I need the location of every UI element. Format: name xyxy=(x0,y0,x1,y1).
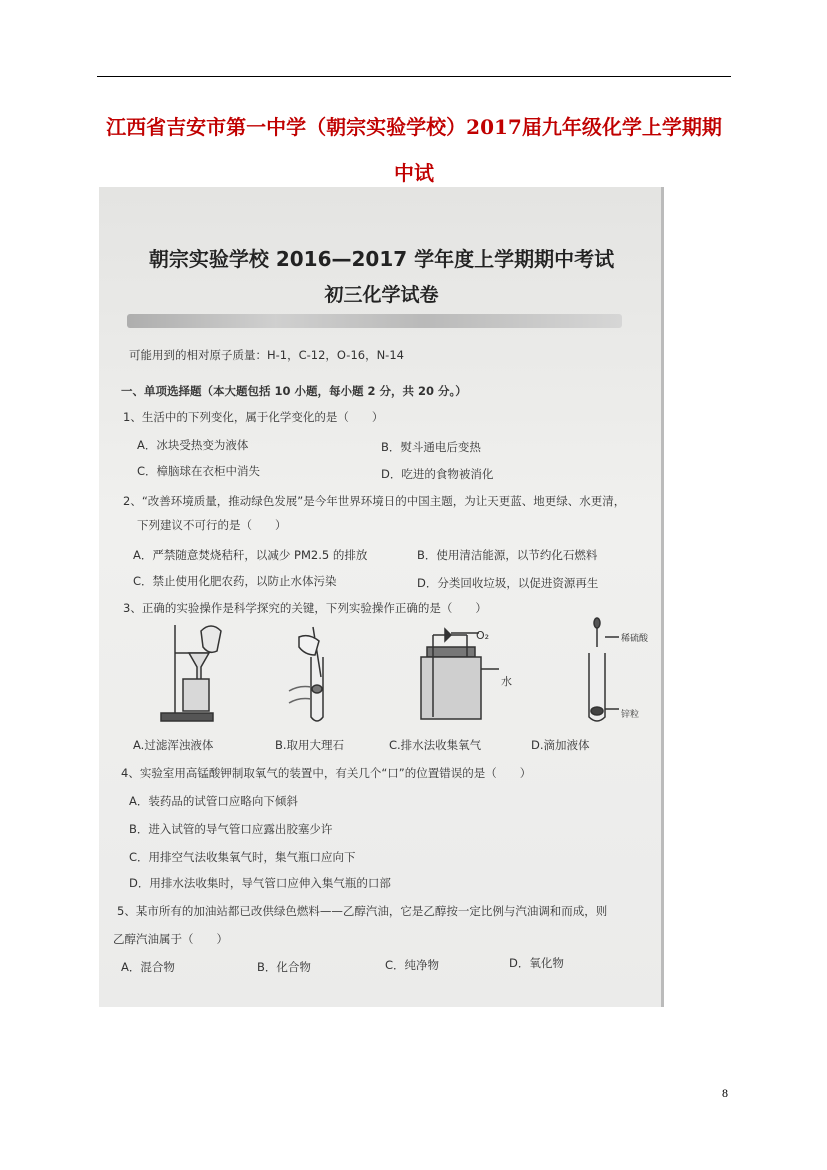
test-tube-apparatus xyxy=(289,627,323,721)
q5-stem: 5、某市所有的加油站都已改供绿色燃料——乙醇汽油，它是乙醇按一定比例与汽油调和而成，则 xyxy=(117,904,608,918)
label-dilute-acid: 稀硫酸 xyxy=(621,634,649,644)
water-collection-apparatus xyxy=(421,629,499,719)
header-rule xyxy=(97,76,731,77)
q1-option-d: D．吃进的食物被消化 xyxy=(381,467,494,481)
q4-option-c: C．用排空气法收集氧气时，集气瓶口应向下 xyxy=(129,850,356,864)
q4-option-d: D．用排水法收集时，导气管口应伸入集气瓶的口部 xyxy=(129,876,391,890)
q5-option-c: C．纯净物 xyxy=(385,958,440,972)
q3-option-a: A.过滤浑浊液体 xyxy=(133,738,214,752)
q4-stem: 4、实验室用高锰酸钾制取氧气的装置中，有关几个“口”的位置错误的是（ ） xyxy=(121,766,532,780)
exam-subtitle: 初三化学试卷 xyxy=(324,284,439,306)
q4-option-a: A．装药品的试管口应略向下倾斜 xyxy=(129,794,298,808)
exam-title: 朝宗实验学校 2016—2017 学年度上学期期中考试 xyxy=(148,247,615,271)
q3-option-d: D.滴加液体 xyxy=(531,738,590,752)
atomic-mass-note: 可能用到的相对原子质量：H-1，C-12，O-16，N-14 xyxy=(129,348,404,362)
q2-option-a: A．严禁随意焚烧秸秆，以减少 PM2.5 的排放 xyxy=(133,548,368,562)
q3-option-b: B.取用大理石 xyxy=(275,738,345,752)
q3-apparatus-figure xyxy=(149,617,629,729)
q1-option-b: B．熨斗通电后变热 xyxy=(381,440,481,454)
q2-option-b: B．使用清洁能源，以节约化石燃料 xyxy=(417,548,598,562)
redacted-info-strip xyxy=(127,314,622,328)
exam-photo xyxy=(99,187,664,1007)
q1-option-a: A．冰块受热变为液体 xyxy=(137,438,249,452)
q3-stem: 3、正确的实验操作是科学探究的关键，下列实验操作正确的是（ ） xyxy=(123,601,487,615)
q2-option-c: C．禁止使用化肥农药，以防止水体污染 xyxy=(133,574,337,588)
document-title-line1: 江西省吉安市第一中学（朝宗实验学校）2017届九年级化学上学期期中试 xyxy=(106,115,722,185)
label-water: 水 xyxy=(501,675,512,688)
label-oxygen: O₂ xyxy=(476,629,490,642)
section1-heading: 一、单项选择题（本大题包括 10 小题，每小题 2 分，共 20 分。） xyxy=(121,384,467,398)
q2-stem: 2、“改善环境质量，推动绿色发展”是今年世界环境日的中国主题，为让天更蓝、地更绿、水更清， xyxy=(123,494,626,508)
label-zinc: 锌粒 xyxy=(621,710,640,720)
dropper-apparatus xyxy=(589,618,619,721)
q2-option-d: D．分类回收垃圾，以促进资源再生 xyxy=(417,576,599,590)
q5-stem-cont: 乙醇汽油属于（ ） xyxy=(113,932,228,946)
q2-stem-cont: 下列建议不可行的是（ ） xyxy=(137,518,287,532)
q4-option-b: B．进入试管的导气管口应露出胶塞少许 xyxy=(129,822,333,836)
q1-option-c: C．樟脑球在衣柜中消失 xyxy=(137,464,261,478)
page-number: 8 xyxy=(722,1086,728,1100)
filtration-apparatus xyxy=(161,625,221,721)
q3-option-c: C.排水法收集氧气 xyxy=(389,738,482,752)
q5-option-d: D．氧化物 xyxy=(509,956,564,970)
photo-edge xyxy=(661,187,664,1007)
q1-stem: 1、生活中的下列变化，属于化学变化的是（ ） xyxy=(123,410,384,424)
q5-option-a: A．混合物 xyxy=(121,960,175,974)
q5-option-b: B．化合物 xyxy=(257,960,311,974)
